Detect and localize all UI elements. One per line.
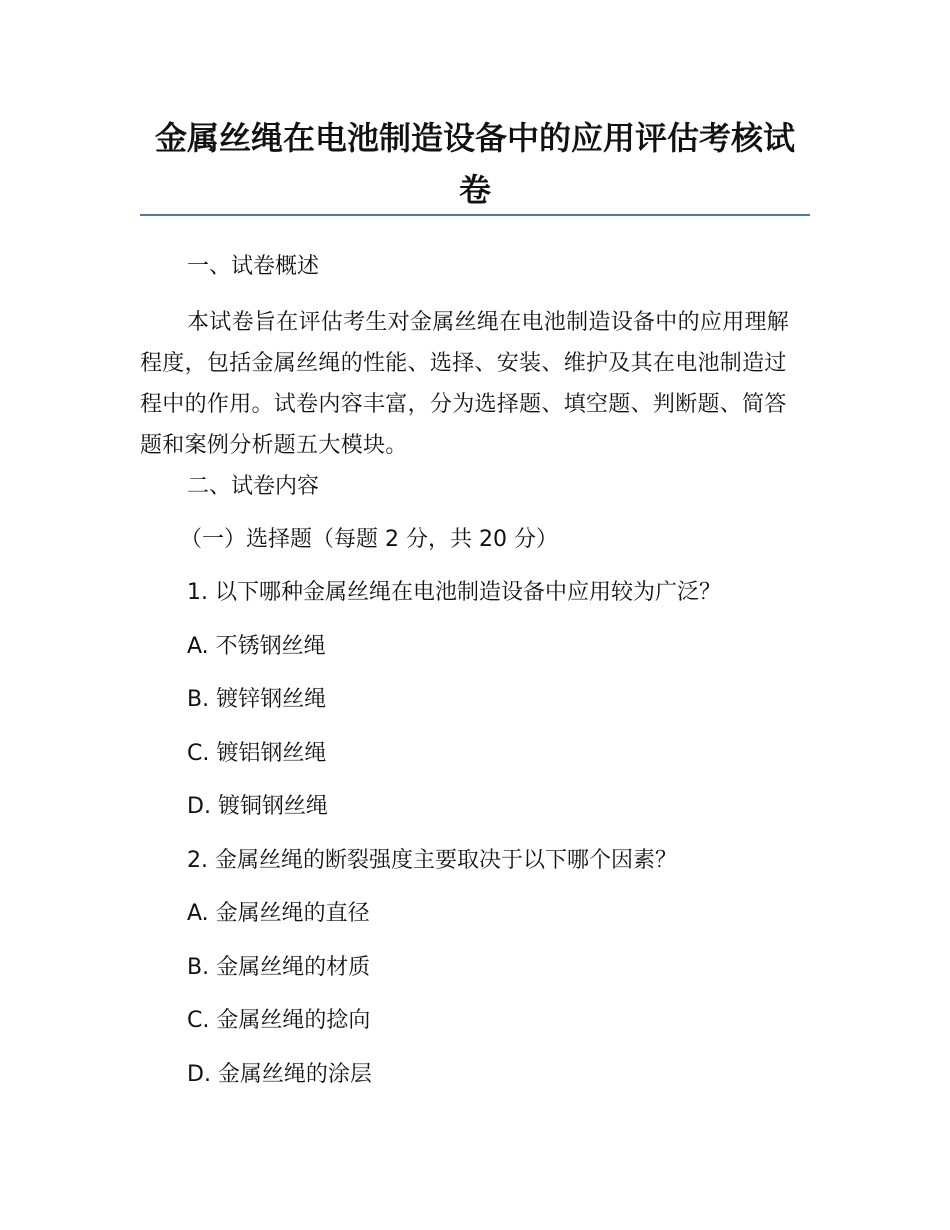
question-1-stem: 1. 以下哪种金属丝绳在电池制造设备中应用较为广泛？	[187, 580, 721, 605]
question-1-option-c: C. 镀铝钢丝绳	[187, 741, 327, 766]
document-title: 金属丝绳在电池制造设备中的应用评估考核试卷	[154, 119, 795, 209]
question-2-option-b: B. 金属丝绳的材质	[187, 955, 371, 980]
section-heading-overview: 一、试卷概述	[187, 254, 320, 279]
subsection-heading-choice: （一）选择题（每题 2 分，共 20 分）	[180, 527, 558, 552]
question-2-option-c: C. 金属丝绳的捻向	[187, 1008, 371, 1033]
question-1-option-b: B. 镀锌钢丝绳	[187, 687, 327, 712]
question-2-option-a: A. 金属丝绳的直径	[187, 901, 370, 926]
question-2-option-d: D. 金属丝绳的涂层	[187, 1062, 372, 1087]
overview-paragraph: 本试卷旨在评估考生对金属丝绳在电池制造设备中的应用理解程度，包括金属丝绳的性能、选择、安装、维护及其在电池制造过程中的作用。试卷内容丰富，分为选择题、填空题、判断题、简答题和案例分析题五大模块。	[140, 310, 790, 458]
title-divider	[140, 214, 810, 216]
section-heading-content: 二、试卷内容	[187, 474, 320, 499]
question-2-stem: 2. 金属丝绳的断裂强度主要取决于以下哪个因素？	[187, 848, 677, 873]
question-1-option-a: A. 不锈钢丝绳	[187, 634, 326, 659]
question-1-option-d: D. 镀铜钢丝绳	[187, 794, 328, 819]
